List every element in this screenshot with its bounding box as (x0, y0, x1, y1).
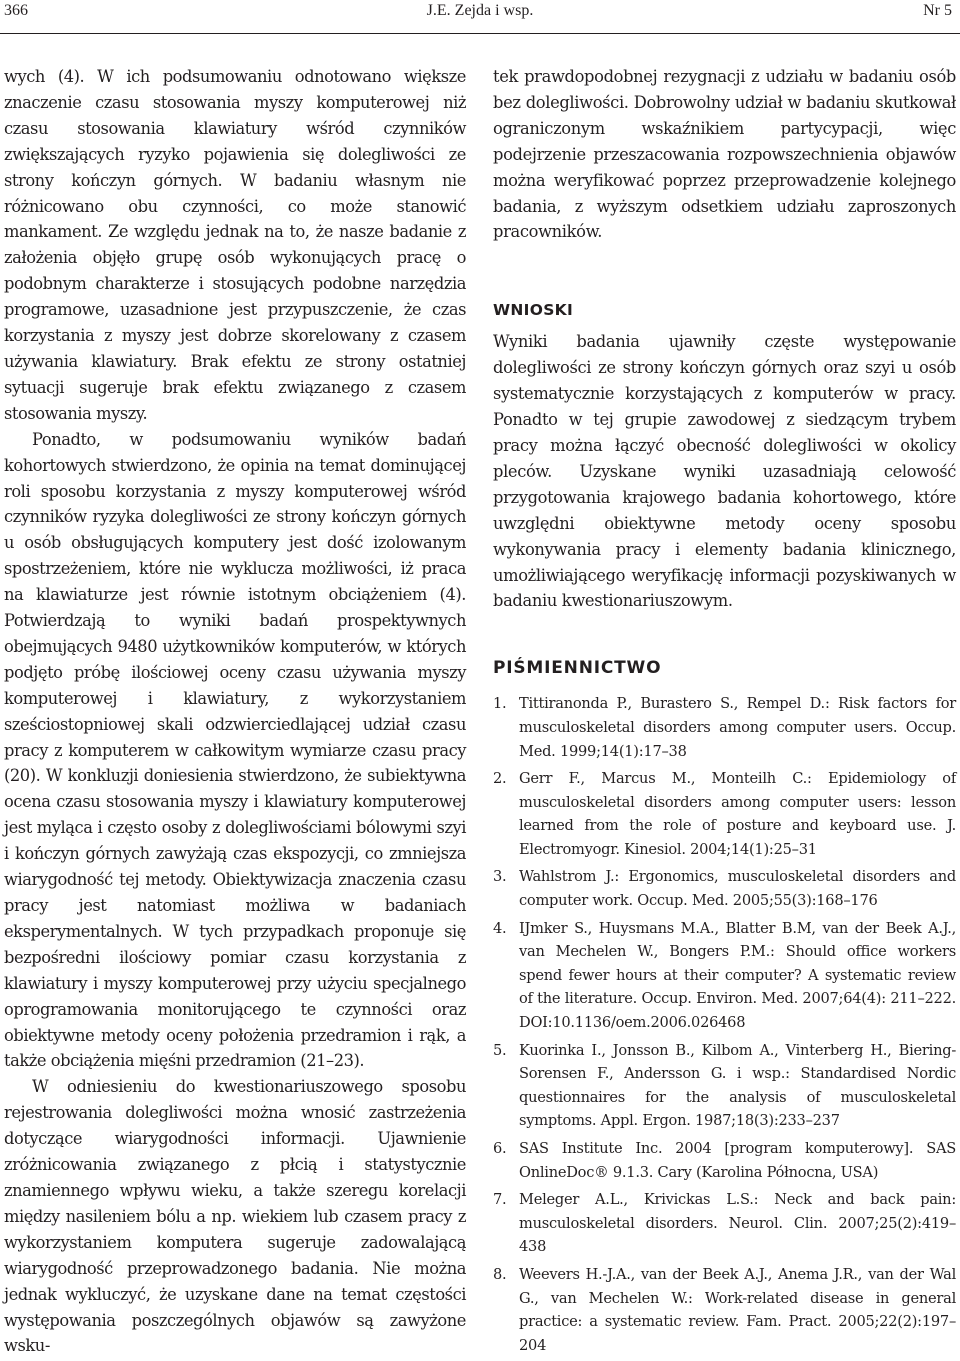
references-list (493, 692, 956, 1357)
reference-item: 5. Kuorinka I., Jonsson B., Kilbom A., Vinterberg H., Biering-Sorensen F., Andersson G. i wsp.: Standardised Nordic questionnaires for the analysis of musculoskeletal symptoms. Appl. Ergon. 1987;18(3):233–237 (493, 1041, 956, 1130)
body-paragraph-continuation: tek prawdopodobnej rezygnacji z udziału w badaniu osób bez dolegliwości. Dobrowolny udział w badaniu skutkował ograniczonym wskaźnikiem partycypacji, więc podejrzenie przeszacowania rozpowszechnienia objawów można weryfikować poprzez przeprowadzenie kolejnego badania, z wyższym odsetkiem udziału zaproszonych pracowników. (493, 67, 956, 242)
page-number: 366 (4, 2, 28, 19)
reference-item: 2. Gerr F., Marcus M., Monteilh C.: Epidemiology of musculoskeletal disorders among computer users: lesson learned from the role of posture and keyboard use. J. Electromyogr. Kinesiol. 2004;14(1):25–31 (493, 770, 956, 858)
header-rule (0, 33, 960, 34)
reference-item: 4. IJmker S., Huysmans M.A., Blatter B.M, van der Beek A.J., van Mechelen W., Bongers P.M.: Should office workers spend fewer hours at their computer? A systematic review of the literature. Occup. Environ. Med. 2007;64(4): 211–222. DOI:10.1136/oem.2006.026468 (493, 919, 956, 1032)
left-column (4, 64, 466, 1359)
body-paragraph-2: Ponadto, w podsumowaniu wyników badań kohortowych stwierdzono, że opinia na temat dominującej roli sposobu korzystania z myszy komputerowej wśród czynników ryzyka dolegliwości ze strony kończyn górnych u osób obsługujących komputery jest dość izolowanym spostrzeżeniem, które nie wyklucza możliwości, iż praca na klawiaturze jest równie istotnym obciążeniem (4). Potwierdzają to wyniki badań prospektywnych obejmujących 9480 użytkowników komputerów, w których podjęto próbę ilościowej oceny czasu używania myszy komputerowej i klawiatury, z wykorzystaniem sześciostopniowej skali odzwierciedlającej udział czasu pracy z komputerem w całkowitym wymiarze czasu pracy (20). W konkluzji doniesienia stwierdzono, że subiektywna ocena czasu stosowania myszy i klawiatury komputerowej jest myląca i często osoby z dolegliwościami bólowymi szyi i kończyn górnych zawyżają czas ekspozycji, co zmniejsza wiarygodność tej metody. Obiektywizacja znaczenia czasu pracy jest natomiast możliwa w badaniach eksperymentalnych. W tych przypadkach proponuje się bezpośredni ilościowy pomiar czasu korzystania z klawiatury i myszy komputerowej przy użyciu specjalnego oprogramowania monitorującego te czynności oraz obiektywne metody oceny położenia przedramion i rąk, a także obciążenia mięśni przedramion (21–23). (4, 429, 466, 1071)
reference-item: 1. Tittiranonda P., Burastero S., Rempel D.: Risk factors for musculoskeletal disorders among computer users. Occup. Med. 1999;14(1):17–38 (493, 695, 956, 760)
running-header (4, 0, 956, 27)
right-column (493, 64, 956, 1361)
reference-item: 6. SAS Institute Inc. 2004 [program komputerowy]. SAS OnlineDoc® 9.1.3. Cary (Karolina Północna, USA) (493, 1140, 956, 1181)
conclusions-paragraph: Wyniki badania ujawniły częste występowanie dolegliwości ze strony kończyn górnych oraz szyi u osób systematycznie korzystających z komputerów w pracy. Ponadto w tej grupie zawodowej z siedzącym trybem pracy można łączyć obecność dolegliwości w okolicy pleców. Uzyskane wyniki uzasadniają celowość przygotowania krajowego badania kohortowego, które uwzględni obiektywne metody oceny sposobu wykonywania pracy i elementy badania klinicznego, umożliwiającego weryfikację informacji pozyskiwanych w badaniu kwestionariuszowym. (493, 332, 956, 611)
references-heading: PIŚMIENNICTWO (493, 658, 662, 679)
journal-issue: Nr 5 (923, 2, 952, 19)
reference-item: 7. Meleger A.L., Krivickas L.S.: Neck and back pain: musculoskeletal disorders. Neurol. Clin. 2007;25(2):419–438 (493, 1191, 956, 1256)
body-paragraph-1: wych (4). W ich podsumowaniu odnotowano większe znaczenie czasu stosowania myszy komputerowej niż czasu stosowania klawiatury wśród czynników zwiększających ryzyko pojawienia się dolegliwości ze strony kończyn górnych. W badaniu własnym nie różnicowano obu czynności, co może stanowić mankament. Ze względu jednak na to, że nasze badanie z założenia objęło grupę osób wykonujących pracę o podobnym charakterze i stosujących podobne narzędzia programowe, uzasadnione jest przypuszczenie, że czas korzystania z myszy jest dobrze skorelowany z czasem używania klawiatury. Brak efektu ze strony ostatniej sytuacji sugeruje brak efektu związanego z czasem stosowania myszy. (4, 67, 466, 423)
reference-item: 8. Weevers H.-J.A., van der Beek A.J., Anema J.R., van der Wal G., van Mechelen W.: Work-related disease in general practice: a systematic review. Fam. Pract. 2005;22(2):197–204 (493, 1265, 956, 1354)
running-header-authors: J.E. Zejda i wsp. (426, 2, 534, 19)
body-paragraph-3: W odniesieniu do kwestionariuszowego sposobu rejestrowania dolegliwości można wnosić zastrzeżenia dotyczące wiarygodności informacji. Ujawnienie zróżnicowania związanego z płcią i statystycznie znamiennego wpływu wieku, a także szeregu korelacji między nasileniem bólu a np. wiekiem lub czasem pracy z wykorzystaniem komputera sugeruje zadowalającą wiarygodność przeprowadzonego badania. Nie można jednak wykluczyć, że uzyskane dane na temat częstości występowania poszczególnych objawów są zawyżone wsku- (4, 1077, 466, 1356)
reference-item: 3. Wahlstrom J.: Ergonomics, musculoskeletal disorders and computer work. Occup. Med. 2005;55(3):168–176 (493, 868, 956, 910)
conclusions-heading: WNIOSKI (493, 301, 574, 320)
